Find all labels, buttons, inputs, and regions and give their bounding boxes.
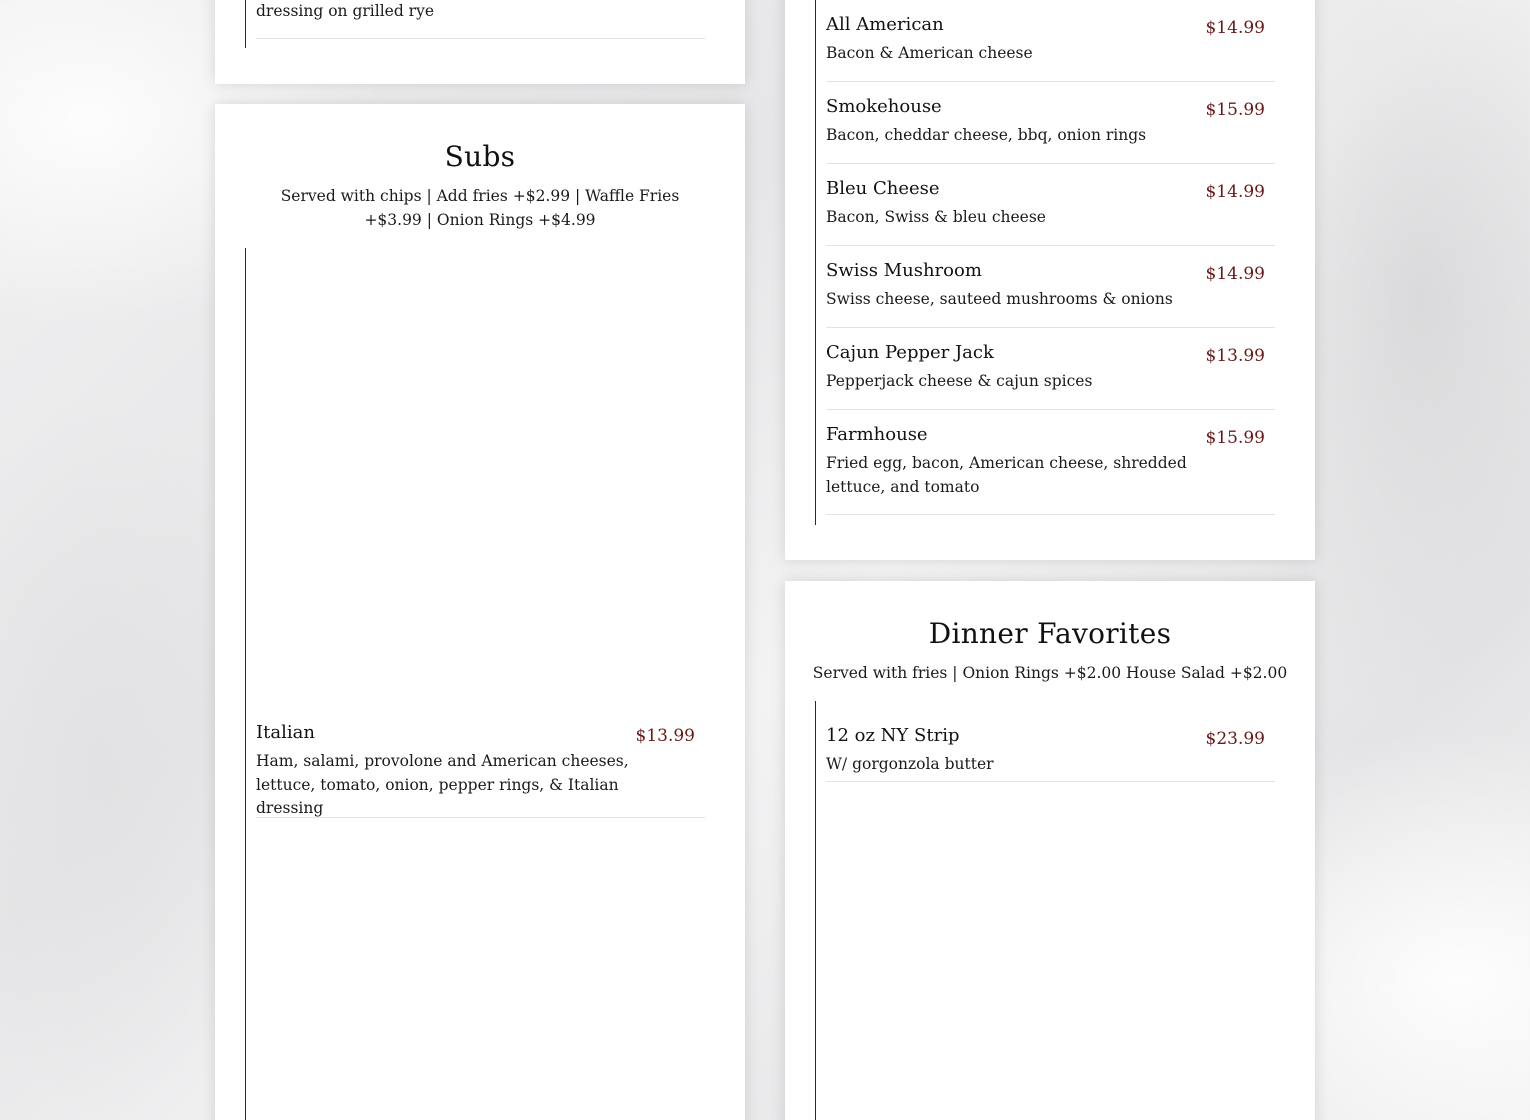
menu-item <box>826 424 1275 515</box>
section-title-dinner: Dinner Favorites <box>928 617 1172 650</box>
item-price: $15.99 <box>1205 428 1265 448</box>
item-name: Bleu Cheese <box>826 178 940 199</box>
menu-card-burgers <box>785 0 1315 560</box>
item-price: $14.99 <box>1205 182 1265 202</box>
menu-item <box>826 178 1275 246</box>
item-price: $14.99 <box>1205 18 1265 38</box>
item-description: Fried egg, bacon, American cheese, shredded lettuce, and tomato <box>826 454 1187 496</box>
item-name: Cajun Pepper Jack <box>826 342 994 363</box>
menu-item <box>826 14 1275 82</box>
menu-item <box>826 725 1275 782</box>
section-note-dinner: Served with fries | Onion Rings +$2.00 House Salad +$2.00 <box>812 664 1288 682</box>
item-description: Pepperjack cheese & cajun spices <box>826 372 1093 390</box>
menu-item <box>826 260 1275 328</box>
item-name: Swiss Mushroom <box>826 260 982 281</box>
item-price: $14.99 <box>1205 264 1265 284</box>
item-description: W/ gorgonzola butter <box>826 755 994 773</box>
item-description: Bacon, Swiss & bleu cheese <box>826 208 1046 226</box>
item-name: Farmhouse <box>826 424 928 445</box>
item-price: $13.99 <box>1205 346 1265 366</box>
item-name: Italian <box>256 722 315 743</box>
item-name: 12 oz NY Strip <box>826 725 960 746</box>
item-description: Bacon & American cheese <box>826 44 1033 62</box>
item-price: $15.99 <box>1205 100 1265 120</box>
item-list-burgers <box>815 0 1275 525</box>
item-description: Ham, salami, provolone and American cheeses, lettuce, tomato, onion, pepper rings, & Italian dressing <box>256 752 629 817</box>
menu-card-dinner <box>785 581 1315 1120</box>
menu-card-previous <box>215 0 745 84</box>
item-list-previous <box>245 0 705 48</box>
item-name: All American <box>826 14 944 35</box>
menu-item <box>256 722 705 818</box>
item-description: Swiss cheese, sauteed mushrooms & onions <box>826 290 1173 308</box>
menu-item-previous-tail <box>256 0 705 39</box>
item-price: $13.99 <box>635 726 695 746</box>
item-description: Bacon, cheddar cheese, bbq, onion rings <box>826 126 1147 144</box>
menu-item <box>826 342 1275 410</box>
item-name: Smokehouse <box>826 96 942 117</box>
menu-card-subs <box>215 104 745 1120</box>
item-price: $23.99 <box>1205 729 1265 749</box>
section-note-subs: Served with chips | Add fries +$2.99 | Waffle Fries +$3.99 | Onion Rings +$4.99 <box>280 187 680 229</box>
menu-item <box>826 96 1275 164</box>
section-title-subs: Subs <box>444 140 516 173</box>
item-list-subs <box>245 248 705 1120</box>
item-list-dinner <box>815 701 1275 1120</box>
item-description: dressing on grilled rye <box>256 2 435 20</box>
